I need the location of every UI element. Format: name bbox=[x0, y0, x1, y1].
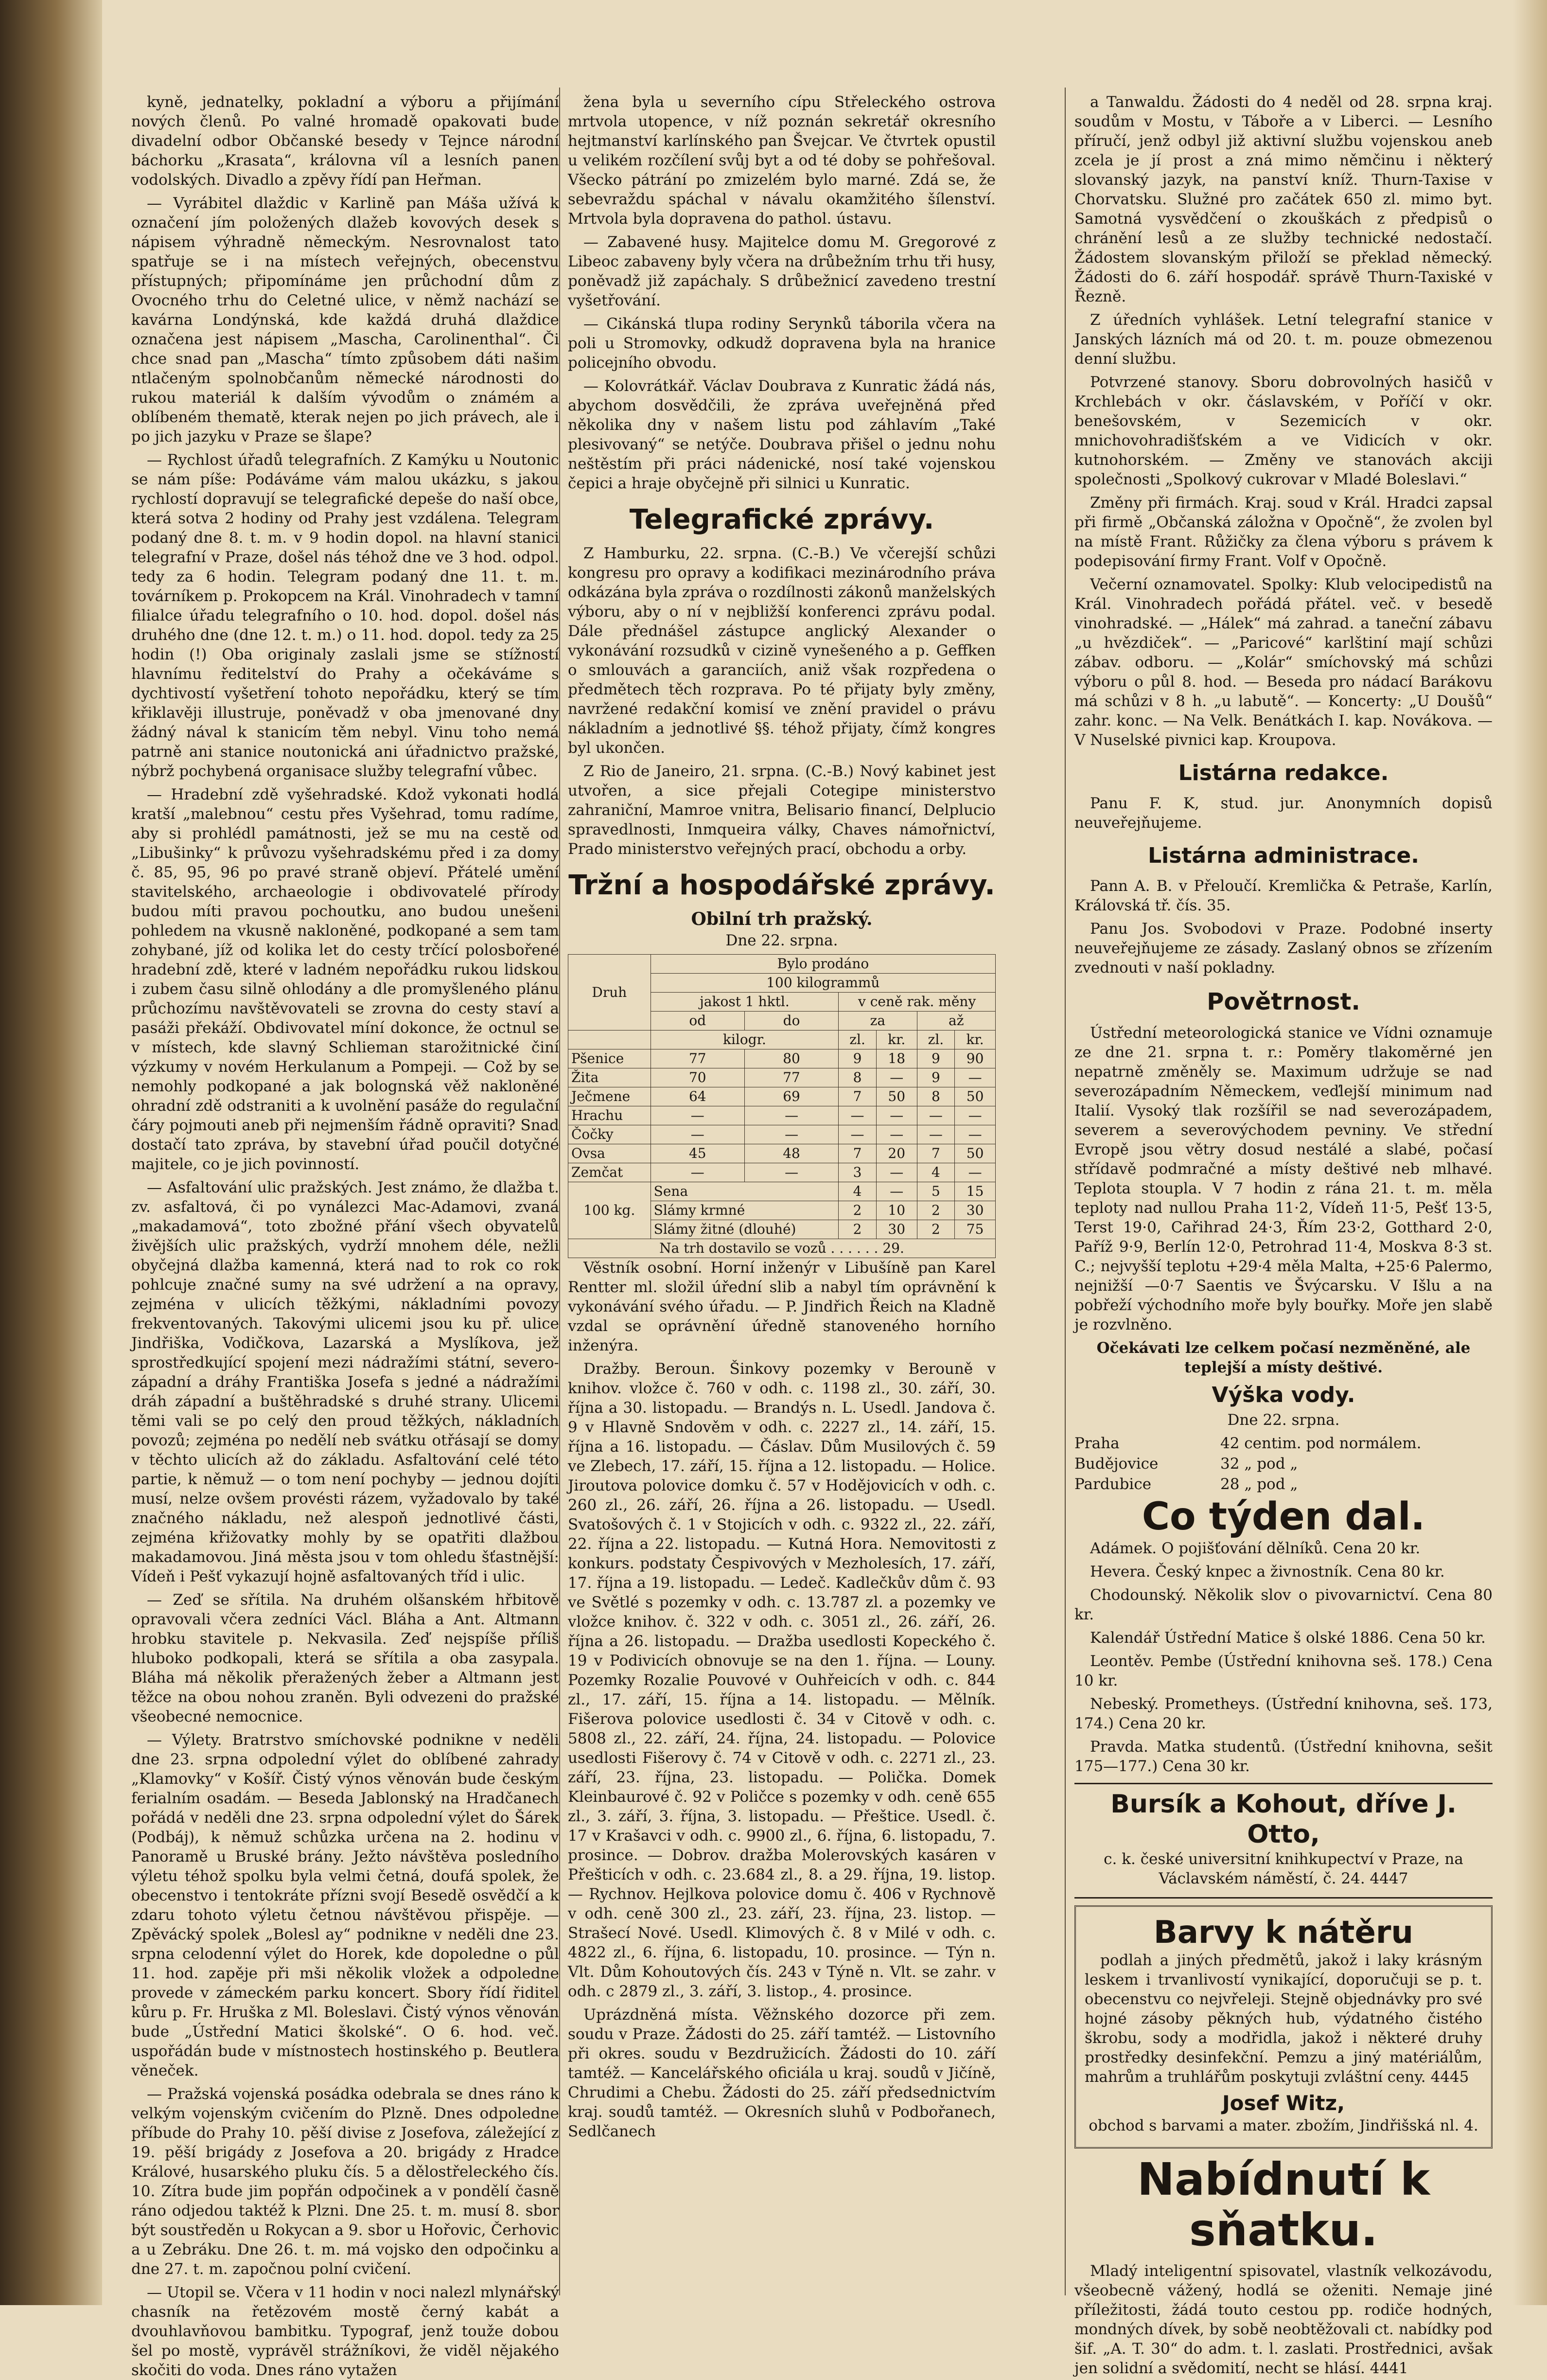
article-paragraph: — Utopil se. Včera v 11 hodin v noci nalezl mlynářský chasník na řetězovém mostě černý kabát a dvouhlavňovou bambitku. Typograf, jenž touže dobou šel po mostě, vyprávěl strážníkovi, že viděl nějakého skočiti do voda. Dnes ráno vytažen bbox=[131, 2284, 559, 2379]
barvy-title: Barvy k nátěru bbox=[1154, 1915, 1413, 1951]
table-cell: 20 bbox=[876, 1144, 917, 1163]
table-cell: — bbox=[876, 1106, 917, 1125]
article-paragraph: Potvrzené stanovy. Sboru dobrovolných hasičů v Krchlebách v okr. čáslavském, v Poříčí v okr. benešovském, v Sezemicích v okr. mnichovohradišťském a ve Vidicích v okr. kutnohorském. — Změny ve stanovách akciji společnosti „Spolkový cukrovar v Mladé Boleslavi.“ bbox=[1074, 373, 1493, 488]
table-row bbox=[568, 1182, 996, 1201]
table-row bbox=[568, 1106, 996, 1125]
col-header-jakost: jakost 1 hktl. bbox=[650, 993, 839, 1012]
article-paragraph: Z úředních vyhlášek. Letní telegrafní stanice v Janských lázních má od 20. t. m. pouze obmezenou denní službu. bbox=[1074, 311, 1493, 368]
table-row bbox=[568, 1163, 996, 1182]
table-cell: 77 bbox=[650, 1049, 744, 1068]
telegram-paragraph: Z Hamburku, 22. srpna. (C.-B.) Ve včerejší schůzi kongresu pro opravy a kodifikaci mezinárodního práva odkázána byla zpráva o rozdílnosti zákonů manželských výboru, aby o ní v nejbližší konferenci zprávu podal. Dále přednášel zástupce anglický Alexander o vykonávání rozsudků v cizině vynešeného a p. Geffken o smlouvách a garanciích, aniž však rozpředena o předmětech těch rozprava. Po té přijaty byly změny, navržené redakční komisí ve znění pravidel o právu nákladním a jednotlivé §§. téhož přijaty, čímž kongres byl ukončen. bbox=[568, 545, 996, 757]
market-heading: Tržní a hospodářské zprávy. bbox=[568, 870, 995, 901]
water-row bbox=[1074, 1454, 1493, 1474]
table-cell: 75 bbox=[955, 1220, 996, 1239]
redakce-note: Panu F. K, stud. jur. Anonymních dopisů neuveřejňujeme. bbox=[1074, 795, 1493, 832]
water-level: 28 „ pod „ bbox=[1220, 1475, 1298, 1493]
table-cell: Hrachu bbox=[568, 1106, 651, 1125]
table-cell: — bbox=[955, 1125, 996, 1144]
column-3 bbox=[1074, 92, 1493, 2377]
table-cell: — bbox=[650, 1163, 744, 1182]
col-header-od: od bbox=[650, 1012, 744, 1030]
bursik-advert bbox=[1074, 1783, 1493, 1899]
table-cell: — bbox=[917, 1125, 955, 1144]
table-cell: 9 bbox=[917, 1068, 955, 1087]
table-cell: 9 bbox=[839, 1049, 877, 1068]
article-paragraph: kyně, jednatelky, pokladní a výboru a přijímání nových členů. Po valné hromadě opakovati bude divadelní odbor Občanské besedy v Tejnce národní báchorku „Krasata“, královna víl a lesních panen vodolských. Divadlo a zpěvy řídí pan Heřman. bbox=[131, 93, 559, 189]
water-row bbox=[1074, 1434, 1493, 1453]
table-cell: — bbox=[955, 1163, 996, 1182]
table-cell: — bbox=[917, 1106, 955, 1125]
column-2 bbox=[568, 92, 996, 2291]
barvy-advert bbox=[1074, 1905, 1493, 2149]
table-cell: 45 bbox=[650, 1144, 744, 1163]
table-cell: Slámy žitné (dlouhé) bbox=[650, 1220, 839, 1239]
table-cell: — bbox=[744, 1106, 838, 1125]
station-name: Budějovice bbox=[1074, 1455, 1159, 1473]
water-level: 42 centim. pod normálem. bbox=[1220, 1435, 1422, 1452]
table-cell: 77 bbox=[744, 1068, 838, 1087]
article-paragraph: — Výlety. Bratrstvo smíchovské podnikne v neděli dne 23. srpna odpolední výlet do oblíbené zahrady „Klamovky“ v Košíř. Čistý výnos věnován bude českým ferialním osadám. — Beseda Jablonský na Hradčanech pořádá v neděli dne 23. srpna odpolední výlet do Šárek (Podbáj), k němuž schůzka určena na 2. hodinu v Panoramě u Bruské brány. Ježto návštěva posledního výletu téhož spolku byla velmi četná, doufá spolek, že obecenstvo i tentokráte přízni svojí Besedě osvědčí a k zdaru tohoto výletu četnou návštěvou přispěje. — Zpěvácký spolek „Bolesl ay“ podnikne v neděli dne 23. srpna celodenní výlet do Horek, kde dopoledne o půl 11. hod. zapěje při mši několik vložek a odpoledne provede v zámeckém parku koncert. Sbory řídí řiditel kůru p. Fr. Hruška z Ml. Boleslavi. Čistý výnos věnován bude „Ústřední Matici školské“. O 6. hod. več. uspořádán bude v místnostech hostinského p. Beutlera věneček. bbox=[131, 1731, 559, 2079]
bursik-address bbox=[1074, 1849, 1493, 1888]
barvy-text bbox=[1085, 1951, 1482, 2087]
table-cell: 80 bbox=[744, 1049, 838, 1068]
article-paragraph: — Kolovrátkář. Václav Doubrava z Kunratic žádá nás, abychom dosvědčili, že zpráva uveřejněná před několika dny v našem listu pod záhlavím „Také plesivovaný“ se netýče. Doubrava přišel o jednu nohu neštěstím při práci nádenické, nosí také vojenskou čepici a hraje obyčejně při silnici u Kunratic. bbox=[568, 377, 996, 492]
telegram-paragraph: Z Rio de Janeiro, 21. srpna. (C.-B.) Nový kabinet jest utvořen, a sice přejali Cotegipe ministerstvo zahraniční, Mamroe vnitra, Belisario financí, Delplucio spravedlnosti, Inmqueira války, Chaves námořnictví, Prado ministerstvo veřejných prací, obchodu a orby. bbox=[568, 763, 996, 858]
admin-note: Panu Jos. Svobodovi v Praze. Podobné inserty neuveřejňujeme ze zásady. Zaslaný obnos se zřízením zvednouti v naší pokladny. bbox=[1074, 920, 1493, 977]
table-cell: Ovsa bbox=[568, 1144, 651, 1163]
book-listing: Pravda. Matka studentů. (Ústřední knihovna, sešit 175—177.) Cena 30 kr. bbox=[1074, 1738, 1493, 1775]
col-header-kr: kr. bbox=[876, 1030, 917, 1049]
week-heading: Co týden dal. bbox=[1142, 1495, 1425, 1539]
book-listing: Hevera. Český knpec a živnostník. Cena 80 kr. bbox=[1090, 1563, 1445, 1581]
book-listing: Chodounský. Několik slov o pivovarnictví. Cena 80 kr. bbox=[1074, 1586, 1493, 1623]
table-cell: — bbox=[955, 1068, 996, 1087]
col-header-druh: Druh bbox=[568, 955, 651, 1030]
table-cell: 69 bbox=[744, 1087, 838, 1106]
article-paragraph: — Zeď se sřítila. Na druhém olšanském hřbitově opravovali včera zedníci Václ. Bláha a Ant. Altmann hrobku stavitele p. Nekvasila. Zeď nejspíše příliš hluboko podkopali, která se sřítila a oba zasypala. Bláha má několik přeražených žeber a Altmann jest těžce na obou nohou zraněn. Byli odvezeni do pražské všeobecné nemocnice. bbox=[131, 1591, 559, 1725]
article-paragraph: a Tanwaldu. Žádosti do 4 neděl od 28. srpna kraj. soudům v Mostu, v Táboře a v Liberci. — Lesního příručí, jenž odbyl již aktivní službu vojenskou aneb zcela je jí prost a zná mimo němčinu i některý slovanský jazyk, na panství kníž. Thurn-Taxise v Chorvatsku. Služné pro začátek 650 zl. mimo byt. Samotná vysvědčení o zkouškách z předpisů o chránění lesů a ze služby technické nedostačí. Žádostem slovanským přiloží se překlad německý. Žádosti do 6. září hospodář. správě Thurn-Taxiské v Řezně. bbox=[1074, 93, 1493, 305]
col-header-prodano: Bylo prodáno bbox=[650, 955, 995, 974]
table-cell: 50 bbox=[955, 1087, 996, 1106]
side-label: 100 kg. bbox=[568, 1182, 651, 1239]
table-cell: — bbox=[744, 1163, 838, 1182]
table-cell: 4 bbox=[917, 1163, 955, 1182]
nabidnuti-text bbox=[1074, 2261, 1493, 2378]
table-cell: Žita bbox=[568, 1068, 651, 1087]
witz-name: Josef Witz, bbox=[1222, 2091, 1345, 2115]
book-spine bbox=[0, 0, 102, 2305]
article-paragraph: žena byla u severního cípu Střeleckého ostrova mrtvola utopence, v níž poznán sekretář okresního hejtmanství karlínského pan Švejcar. Ve čtvrtek opustil u velikém rozčílení svůj byt a od té doby se pohřešoval. Všecko pátrání po zmizelém bylo marné. Zdá se, že sebevraždu spáchal v návalu okamžitého šílenství. Mrtvola byla dopravena do pathol. ústavu. bbox=[568, 93, 996, 228]
book-listing: Kalendář Ústřední Matice š olské 1886. Cena 50 kr. bbox=[1090, 1629, 1486, 1647]
water-levels bbox=[1074, 1434, 1493, 1494]
book-listing: Leontěv. Pembe (Ústřední knihovna seš. 178.) Cena 10 kr. bbox=[1074, 1652, 1493, 1689]
book-listing: Nebeský. Prometheys. (Ústřední knihovna, seš. 173, 174.) Cena 20 kr. bbox=[1074, 1695, 1493, 1732]
nabidnuti-title: Nabídnutí k sňatku. bbox=[1137, 2153, 1430, 2256]
col-header-cena: v ceně rak. měny bbox=[839, 993, 996, 1012]
bursik-sub: c. k. české universitní knihkupectví v Praze, na Václavském náměstí, č. 24. bbox=[1104, 1850, 1463, 1887]
bursik-title: Bursík a Kohout, dříve J. Otto, bbox=[1110, 1790, 1457, 1849]
table-cell: — bbox=[876, 1068, 917, 1087]
table-cell: 8 bbox=[839, 1068, 877, 1087]
station-name: Praha bbox=[1074, 1435, 1120, 1452]
table-cell: Sena bbox=[650, 1182, 839, 1201]
grain-rows bbox=[568, 1049, 996, 1182]
col-header-kr: kr. bbox=[955, 1030, 996, 1049]
table-cell: — bbox=[650, 1106, 744, 1125]
hay-rows bbox=[568, 1182, 996, 1239]
column-rule bbox=[1065, 88, 1066, 2295]
admin-note: Pann A. B. v Přeloučí. Kremlička & Petraše, Karlín, Královská tř. čís. 35. bbox=[1074, 877, 1493, 914]
article-paragraph: Věstník osobní. Horní inženýr v Libušíně pan Karel Rentter ml. složil úřední slib a nabyl tím oprávnění k vykonávání svého úřadu. — P. Jindřich Řeich na Kladně vzdal se oprávnění úředně stanoveného horního inženýra. bbox=[568, 1259, 996, 1354]
table-cell: 30 bbox=[955, 1201, 996, 1220]
table-cell: — bbox=[839, 1125, 877, 1144]
table-cell: 15 bbox=[955, 1182, 996, 1201]
table-cell: — bbox=[876, 1163, 917, 1182]
col-header-az: až bbox=[917, 1012, 995, 1030]
table-cell: 3 bbox=[839, 1163, 877, 1182]
table-cell: 2 bbox=[839, 1220, 877, 1239]
table-cell: 30 bbox=[876, 1220, 917, 1239]
article-paragraph: — Hradební zdě vyšehradské. Kdož vykonati hodlá kratší „malebnou“ cestu přes Vyšehrad, tomu radíme, aby si prohlédl památnosti, jež se mu na cestě od „Libušinky“ k průvozu vyšehradskému před i za domy č. 85, 95, 96 po pravé straně objeví. Přátelé umění stavitelského, archaeologie i obdivovatelé přírody budou míti pravou pochoutku, ano budou unešeni pohledem na vkusně nakloněné, podkopané a sem tam zohybané, jíž od kolika let do cesty trčící polosbořené hradební zdě, které v ladném nepořádku rukou lidskou i zubem času silně ohlodány a dle promyšleného plánu průchozímu navštěvovateli se zrovna do cesty staví a pasáži překáží. Obdivovatel míní dokonce, že octnul se v místech, kde slavný Schlieman starožitnické činí výzkumy v novém Herkulanum a Pompeji. — Což by se nemohly podkopané a jak bolognská věž nakloněné ohradní zdě odstraniti a k uvolnění pasáže do regulační čáry pojmouti aneb při nejmenším řádně opraviti? Snad dostačí tato zpráva, by stavební úřad poučil dotyčné majitele, co je jich povinností. bbox=[131, 786, 559, 1173]
table-cell: 7 bbox=[839, 1144, 877, 1163]
col-header-kilogr: kilogr. bbox=[650, 1030, 839, 1049]
table-cell: — bbox=[955, 1106, 996, 1125]
col-header-do: do bbox=[744, 1012, 838, 1030]
market-date: Dne 22. srpna. bbox=[725, 932, 838, 949]
table-cell: 90 bbox=[955, 1049, 996, 1068]
table-cell: Zemčat bbox=[568, 1163, 651, 1182]
book-listing: Adámek. O pojišťování dělníků. Cena 20 kr. bbox=[1090, 1540, 1421, 1557]
table-cell: 2 bbox=[917, 1201, 955, 1220]
water-level: 32 „ pod „ bbox=[1220, 1455, 1298, 1473]
redakce-heading: Listárna redakce. bbox=[1178, 761, 1389, 785]
article-paragraph: — Cikánská tlupa rodiny Serynků táborila včera na poli u Stromovky, odkudž dopravena byla na hranice policejního obvodu. bbox=[568, 315, 996, 372]
nabidnuti-body: Mladý inteligentní spisovatel, vlastník velkozávodu, všeobecně vážený, hodlá se oženiti. Nemaje jiné příležitosti, žádá touto cestou pp. rodiče hodných, mondných dívek, by sobě neobtěžovali ct. nabídky pod šif. „A. T. 30“ do adm. t. l. zaslati. Prostřednici, avšak jen solidní a svědomití, necht se hlásí. bbox=[1074, 2262, 1493, 2377]
table-row bbox=[568, 1125, 996, 1144]
article-paragraph: — Zabavené husy. Majitelce domu M. Gregorové z Libeoc zabaveny byly včera na drůbežním trhu tři husy, poněvadž již zapáchaly. S drůbežnicí zavedeno trestní vyšetřování. bbox=[568, 233, 996, 309]
table-row bbox=[568, 1144, 996, 1163]
weather-heading: Povětrnost. bbox=[1207, 988, 1360, 1015]
water-date: Dne 22. srpna. bbox=[1227, 1411, 1340, 1429]
article-paragraph: Změny při firmách. Kraj. soud v Král. Hradci zapsal při firmě „Občanská záložna v Opočně“, že zvolen byl na místě Frant. Růžičky za člena výboru s právem k podepisování firmy Frant. Volf v Opočně. bbox=[1074, 494, 1493, 570]
table-cell: 9 bbox=[917, 1049, 955, 1068]
table-cell: 7 bbox=[917, 1144, 955, 1163]
market-footer: Na trh dostavilo se vozů . . . . . . 29. bbox=[568, 1239, 996, 1258]
article-paragraph: — Rychlost úřadů telegrafních. Z Kamýku u Noutonic se nám píše: Podáváme vám malou ukázku, s jakou rychlostí dopravují se telegrafické depeše do naší obce, která sotva 2 hodiny od Prahy jest vzdálena. Telegram podaný dne 8. t. m. v 9 hodin dopol. na hlavní stanici telegrafní v Praze, došel nás téhož dne ve 3 hod. odpol. tedy za 6 hodin. Telegram podaný dne 11. t. m. továrníkem p. Prokopcem na Král. Vinohradech v tamní filialce úřadu telegrafního o 10. hod. dopol. došel nás druhého dne (dne 12. t. m.) o 11. hod. dopol. tedy za 25 hodin (!) Oba originaly zaslali jsme se stížností hlavnímu ředitelství do Prahy a očekáváme s dychtivostí vyšetření tohoto nepořádku, který se tím křiklavěji illustruje, poněvadž v oba jmenované dny žádný nával k stanicím těm nebyl. Vinu toho nemá patrně ani stanice noutonická ani úřadnictvo pražské, nýbrž pochybená organisace služby telegrafní vůbec. bbox=[131, 451, 559, 780]
article-paragraph: Dražby. Beroun. Šinkovy pozemky v Berouně v knihov. vložce č. 760 v odh. c. 1198 zl., 30. září, 30. října a 30. listopadu. — Brandýs n. L. Usedl. Jandova č. 9 v Hlavně Sndověm v odh. c. 2227 zl., 14. září, 15. října a 16. listopadu. — Čáslav. Dům Musilových č. 59 ve Zlebech, 17. září, 15. října a 12. listopadu. — Holice. Jiroutova polovice domku č. 57 v Hodějovicích v odh. c. 260 zl., 26. září, 26. října a 26. listopadu. — Usedl. Svatošových č. 1 v Stojicích v odh. c. 9322 zl., 22. září, 22. října a 22. listopadu. — Kutná Hora. Nemovitosti z konkurs. podstaty Čespivových v Mezholesích, 17. září, 17. října a 19. listopadu. — Ledeč. Kadlečkův dům č. 93 ve Světlé s pozemky v odh. c. 13.787 zl. a pozemky ve vložce knihov. č. 322 v odh. c. 3051 zl., 26. září, 26. října a 26. listopadu. — Dražba usedlosti Kopeckého č. 19 v Podivicích obnovuje se na den 1. října. — Louny. Pozemky Rozalie Pouvové v Ouhřeicích v odh. c. 844 zl., 17. září, 15. října a 14. listopadu. — Mělník. Fišerova polovice usedlosti č. 34 v Citově v odh. c. 5808 zl., 22. září, 24. října, 24. listopadu. — Polovice usedlosti Fišerovy č. 74 v Citově v odh. c. 2271 zl., 23. září, 23. října, 23. listopadu. — Polička. Domek Kleinbaurové č. 92 v Poličce s pozemky v odh. ceně 655 zl., 3. září, 3. října, 3. listopadu. — Přeštice. Usedl. č. 17 v Krašavci v odh. c. 9900 zl., 6. října, 6. listopadu, 7. prosince. — Dobrov. dražba Molerovských kasáren v Přešticích v odh. c. 23.684 zl., 8. a 29. října, 19. listop. — Rychnov. Hejlkova polovice domu č. 406 v Rychnově v odh. ceně 300 zl., 23. září, 23. října, 23. listop. — Strašecí Nové. Usedl. Klimových č. 8 v Milé v odh. c. 4822 zl., 6. října, 6. listopadu, 10. prosince. — Týn n. Vlt. Dům Kohoutových čís. 243 v Týně n. Vlt. se zahr. v odh. c 2879 zl., 3. září, 3. listop., 4. prosince. bbox=[568, 1360, 996, 2000]
water-heading: Výška vody. bbox=[1212, 1383, 1355, 1407]
telegrams-heading: Telegrafické zprávy. bbox=[629, 504, 934, 535]
column-1 bbox=[131, 92, 559, 2379]
water-row bbox=[1074, 1474, 1493, 1494]
table-cell: 70 bbox=[650, 1068, 744, 1087]
col-header-zl: zl. bbox=[917, 1030, 955, 1049]
market-subheading: Obilní trh pražský. bbox=[691, 909, 873, 929]
page-edge bbox=[1513, 0, 1547, 2305]
col-header-zl: zl. bbox=[839, 1030, 877, 1049]
article-paragraph: — Pražská vojenská posádka odebrala se dnes ráno k velkým vojenským cvičením do Plzně. Dnes odpoledne příbude do Prahy 10. pěší divise z Josefova, záležející z 19. pěší brigády z Josefova a 20. brigády z Hradce Králové, husarského pluku čís. 5 a dělostřeleckého čís. 10. Zítra bude jim popřán odpočinek a v pondělí časně ráno odjedou taktéž k Plzni. Dne 25. t. m. musí 8. sbor být soustředěn u Rokycan a 9. sbor u Hořovic, Čerhovic a u Zebráku. Dne 26. t. m. má vojsko den odpočinku a dne 27. t. m. započnou polní cvičení. bbox=[131, 2085, 559, 2278]
grain-market-table bbox=[568, 954, 996, 1258]
table-cell: Čočky bbox=[568, 1125, 651, 1144]
col-header-za: za bbox=[839, 1012, 917, 1030]
table-cell: Pšenice bbox=[568, 1049, 651, 1068]
table-cell: — bbox=[876, 1125, 917, 1144]
table-cell: 64 bbox=[650, 1087, 744, 1106]
table-cell: 2 bbox=[839, 1201, 877, 1220]
column-rule bbox=[559, 88, 560, 2295]
table-cell: 48 bbox=[744, 1144, 838, 1163]
book-list bbox=[1074, 1539, 1493, 1776]
table-cell: — bbox=[744, 1125, 838, 1144]
col-header-100kg: 100 kilogrammů bbox=[650, 974, 995, 993]
advert-number: 4447 bbox=[1370, 1870, 1408, 1887]
article-paragraph: — Vyrábitel dlaždic v Karlině pan Máša užívá k označení jím položených dlažeb kovových desek s nápisem výhradně německým. Nesrovnalost tato spatřuje se i na místech veřejných, obecenstvu přístupných; připomínáme jen průchodní dům z Ovocného trhu do Celetné ulice, v němž nachází se kavárna Londýnská, kde každá druhá dlaždice označena jest nápisem „Mascha, Carolinenthal“. Či chce snad pan „Mascha“ tímto způsobem dáti našim ntlačeným spolnobčanům německé národnosti do rukou materiál k dalším vývodům o známém a oblíbeném thematě, kterak nejen po jich právech, ale i po jich jazyku v Praze se šlape? bbox=[131, 195, 559, 445]
admin-heading: Listárna administrace. bbox=[1148, 843, 1419, 868]
barvy-body: podlah a jiných předmětů, jakož i laky krásným leskem i trvanlivostí vynikající, doporučuji se p. t. obecenstvu co nejvřeleji. Stejně objednávky pro své hojné zásoby pěkných hub, výdatného čistého škrobu, sody a modřidla, jakož i některé druhy prostředky desinfekční. Pemzu a jiný matériálům, mahrům a truhlářům poskytuji zvláštní ceny. bbox=[1085, 1952, 1482, 2086]
table-row bbox=[568, 1049, 996, 1068]
table-cell: — bbox=[876, 1182, 917, 1201]
col-header-blank bbox=[568, 1030, 651, 1049]
table-cell: 2 bbox=[917, 1220, 955, 1239]
table-row bbox=[568, 1068, 996, 1087]
table-cell: — bbox=[650, 1125, 744, 1144]
table-row bbox=[568, 1087, 996, 1106]
table-cell: Slámy krmné bbox=[650, 1201, 839, 1220]
table-cell: 50 bbox=[876, 1087, 917, 1106]
table-cell: 4 bbox=[839, 1182, 877, 1201]
weather-outlook: Očekávati lze celkem počasí nezměněné, ale teplejší a místy deštivé. bbox=[1096, 1339, 1471, 1376]
article-paragraph: Uprázdněná místa. Věžnského dozorce při zem. soudu v Praze. Žádosti do 25. září tamtéž. — Listovního při okres. soudu v Bezdružicích. Žádosti do 10. září tamtéž. — Kancelářského oficiála u kraj. soudů v Jičíně, Chrudimi a Chebu. Žádosti do 25. září předsednictvím kraj. soudů tamtéž. — Okresních sluhů v Podbořanech, Sedlčanech bbox=[568, 2006, 996, 2140]
table-cell: 8 bbox=[917, 1087, 955, 1106]
article-paragraph: — Asfaltování ulic pražských. Jest známo, že dlažba t. zv. asfaltová, či po vynálezci Mac-Adamovi, zvaná „makadamová“, toto zbožné přání všech obyvatelů živějších ulic pražských, vydrží mnohem déle, nežli obyčejná dlažba kamenná, která nad to rok co rok pohlcuje značné sumy na své udržení a na opravy, zejména v ulicích těžkými, nákladními povozy frekventovaných. Takovými ulicemi jsou ku př. ulice Jindřiška, Vodičkova, Lazarská a Myslíkova, jež sprostředkující spojení mezi nádražími státní, severo-západní a dráhy Františka Josefa s jedné a nádražími dráh západní a buštěhradské s druhé strany. Ulicemi těmi vali se po celý den proud těžkých, nákladních povozů; zejména po nedělí neb svátku otřásají se domy v těchto ulicích až do základu. Asfaltování celé této partie, k němuž — o tom není pochyby — jednou dojíti musí, nelze ovšem provésti rázem, vyžadovalo by také značného nákladu, než alespoň jednotlivé části, zejména křižovatky mohly by se opatřiti dlažbou makadamovou. Jiná města jsou v tom ohledu šťastnější: Vídeň i Pešť vykazují hojně asfaltovaných tříd i ulic. bbox=[131, 1179, 559, 1585]
station-name: Pardubice bbox=[1074, 1475, 1152, 1493]
table-cell: — bbox=[839, 1106, 877, 1125]
advert-number: 4445 bbox=[1430, 2068, 1469, 2086]
article-paragraph: Večerní oznamovatel. Spolky: Klub velocipedistů na Král. Vinohradech pořádá přátel. več. v besedě vinohradské. — „Hálek“ má zahrad. a taneční zábavu „u hvězdiček“. — „Paricové“ karlštiní mají schůzi zábav. odboru. — „Kolár“ smíchovský má schůzi výboru o půl 8. hod. — Beseda pro nádací Barákovu má schůzi v 8 h. „u labutě“. — Koncerty: „U Doušů“ zahr. konc. — Na Velk. Benátkách I. kap. Novákova. — V Nuselské pivnici kap. Kroupova. bbox=[1074, 576, 1493, 749]
weather-report: Ústřední meteorologická stanice ve Vídni oznamuje ze dne 21. srpna t. r.: Poměry tlakoměrné jen nepatrně změněly se. Maximum udržuje se nad severozápadním Německem, veďlejší minimum nad Italií. Vysoký tlak rozšířil se nad severozápadem, severem a severovýchodem pevniny. Ve střední Evropě jsou větry dosud nestálé a slabé, počasí střídavě podmračné a místy deštivé neb mlhavé. Teplota stoupla. V 7 hodin z rána 21. t. m. měla teploty nad nullou Praha 11·2, Vídeň 11·5, Pešť 13·5, Terst 19·0, Cařihrad 24·3, Řím 23·2, Gotthard 2·0, Paříž 9·9, Berlín 12·0, Petrohrad 11·4, Moskva 8·3 st. C.; nejvyšší teplotu +29·4 měla Malta, +25·6 Palermo, nejnižší —0·7 Saentis ve Švýcarsku. V Išlu a na pobřeží východního moře byly bouřky. Moře jen slabě je rozvlněno. bbox=[1074, 1024, 1493, 1333]
table-cell: Ječmene bbox=[568, 1087, 651, 1106]
table-cell: 50 bbox=[955, 1144, 996, 1163]
table-cell: 10 bbox=[876, 1201, 917, 1220]
witz-text: obchod s barvami a mater. zbožím, Jindřišská nl. 4. bbox=[1089, 2117, 1478, 2134]
table-cell: 18 bbox=[876, 1049, 917, 1068]
advert-number: 4441 bbox=[1370, 2360, 1408, 2377]
table-cell: 7 bbox=[839, 1087, 877, 1106]
table-cell: 5 bbox=[917, 1182, 955, 1201]
